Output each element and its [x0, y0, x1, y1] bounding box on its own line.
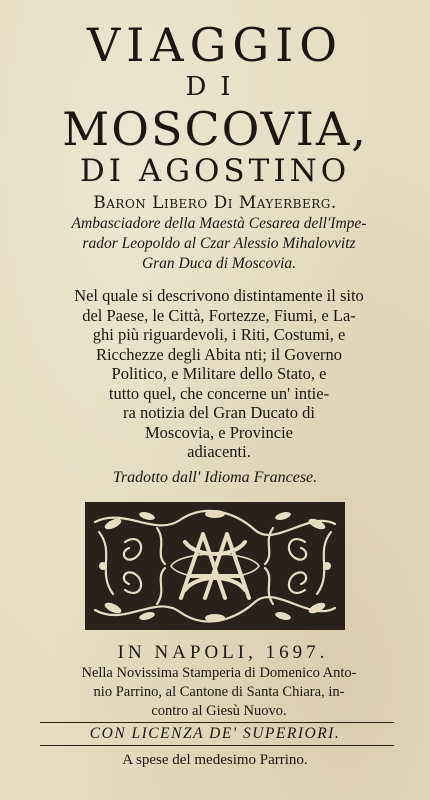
ambassador-line: rador Leopoldo al Czar Alessio Mihalovvitz	[82, 235, 356, 252]
title-di: DI	[185, 72, 245, 102]
floral-monogram-ornament-icon	[85, 502, 345, 630]
description-line: Nel quale si descrivono distintamente il sito	[74, 286, 364, 305]
ambassador-text	[4, 214, 430, 274]
description-line: ghi più riguardevoli, i Riti, Costumi, e	[92, 325, 346, 344]
ambassador-line: Gran Duca di Moscovia.	[141, 255, 297, 272]
imprint-line: contro al Giesù Nuovo.	[151, 703, 287, 719]
title-viaggio: VIAGGIO	[87, 18, 343, 72]
description-line: ra notizia del Gran Ducato di	[123, 403, 315, 422]
description-line: Moscovia, e Provincie	[144, 422, 293, 442]
expense-line: A spese del medesimo Parrino.	[122, 752, 308, 768]
imprint-text	[4, 664, 430, 721]
imprint-place-date: IN NAPOLI, 1697.	[117, 642, 329, 663]
description-line: del Paese, le Città, Fortezze, Fiumi, e La-	[82, 305, 356, 325]
title-moscovia: MOSCOVIA,	[62, 102, 368, 156]
imprint-line: nio Parrino, al Cantone di Santa Chiara, in-	[93, 684, 345, 700]
author-name: DI AGOSTINO	[79, 153, 351, 189]
description-line: Ricchezze degli Abita nti; il Governo	[95, 344, 343, 364]
translation-note: Tradotto dall' Idioma Francese.	[112, 469, 318, 486]
divider-rule	[40, 745, 394, 746]
license-line: CON LICENZA DE' SUPERIORI.	[89, 725, 341, 742]
description-line: Politico, e Militare dello Stato, e	[111, 364, 327, 383]
description-text	[4, 286, 430, 462]
author-title: Baron Libero Di Mayerberg.	[93, 193, 337, 213]
description-line: adiacenti.	[187, 442, 251, 461]
description-line: tutto quel, che concerne un' intie-	[108, 383, 330, 403]
ambassador-line: Ambasciadore della Maestà Cesarea dell'Impe-	[71, 215, 367, 232]
imprint-line: Nella Novissima Stamperia di Domenico Anto-	[81, 665, 357, 681]
divider-rule	[40, 722, 394, 723]
